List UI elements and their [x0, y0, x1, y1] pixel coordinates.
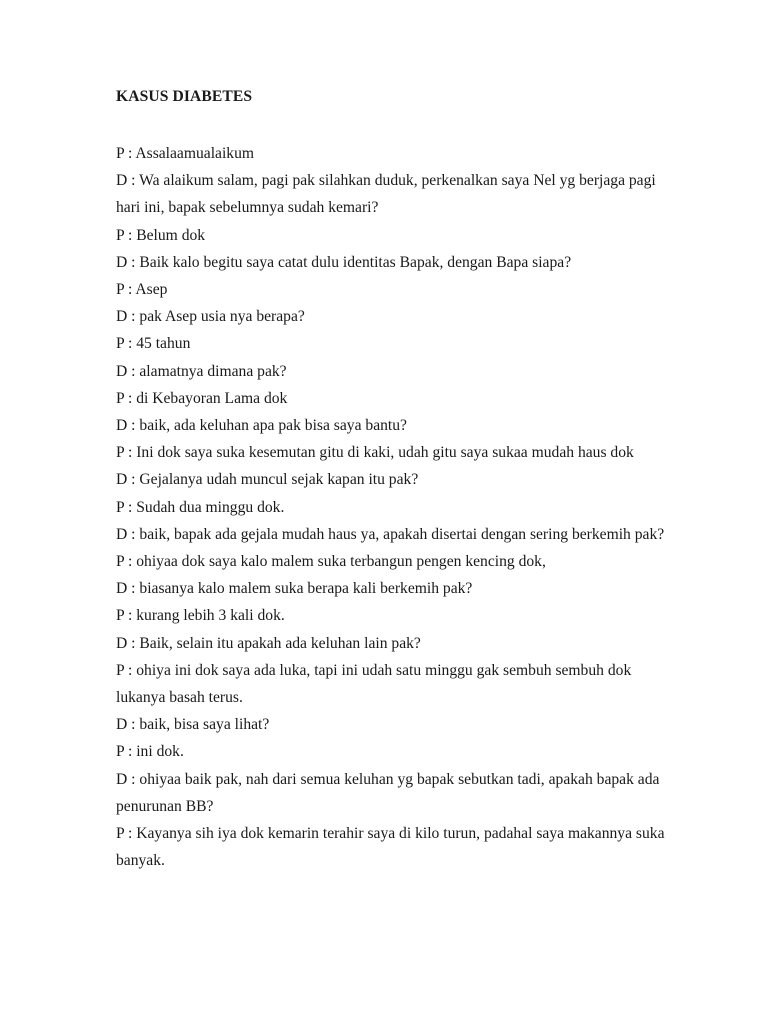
- dialogue-line: D : alamatnya dimana pak?: [116, 362, 287, 380]
- dialogue-line: D : Baik, selain itu apakah ada keluhan lain pak?: [116, 634, 421, 652]
- dialogue-line: D : ohiyaa baik pak, nah dari semua keluhan yg bapak sebutkan tadi, apakah bapak ada penurunan BB?: [116, 770, 660, 815]
- dialogue-line: D : Gejalanya udah muncul sejak kapan itu pak?: [116, 471, 419, 489]
- dialogue-line: P : Kayanya sih iya dok kemarin terahir saya di kilo turun, padahal saya makannya suka banyak.: [116, 825, 665, 870]
- dialogue-line: P : Assalaamualaikum: [116, 145, 255, 162]
- dialogue-line: P : di Kebayoran Lama dok: [116, 389, 288, 407]
- dialogue-line: P : Belum dok: [116, 226, 206, 244]
- dialogue-line: P : Asep: [116, 281, 168, 299]
- dialogue-line: P : 45 tahun: [116, 335, 191, 353]
- dialogue-line: D : Baik kalo begitu saya catat dulu identitas Bapak, dengan Bapa siapa?: [116, 253, 572, 271]
- dialogue-line: D : baik, bapak ada gejala mudah haus ya, apakah disertai dengan sering berkemih pak?: [116, 525, 665, 543]
- dialogue-line: D : baik, ada keluhan apa pak bisa saya bantu?: [116, 417, 407, 435]
- dialogue-line: D : Wa alaikum salam, pagi pak silahkan duduk, perkenalkan saya Nel yg berjaga pagi hari ini, bapak sebelumnya sudah kemari?: [116, 172, 656, 217]
- document-title: KASUS DIABETES: [116, 88, 253, 105]
- dialogue-line: D : biasanya kalo malem suka berapa kali berkemih pak?: [116, 580, 473, 598]
- dialogue-line: D : baik, bisa saya lihat?: [116, 716, 270, 734]
- dialogue-line: P : Ini dok saya suka kesemutan gitu di kaki, udah gitu saya sukaa mudah haus dok: [116, 444, 634, 462]
- dialogue-line: P : Sudah dua minggu dok.: [116, 498, 285, 516]
- dialogue-line: P : ohiya ini dok saya ada luka, tapi ini udah satu minggu gak sembuh sembuh dok lukanya basah terus.: [116, 661, 632, 707]
- dialogue-line: P : kurang lebih 3 kali dok.: [116, 607, 285, 625]
- dialogue: [116, 140, 668, 874]
- dialogue-line: D : pak Asep usia nya berapa?: [116, 308, 305, 326]
- dialogue-line: P : ini dok.: [116, 743, 184, 761]
- dialogue-line: P : ohiyaa dok saya kalo malem suka terbangun pengen kencing dok,: [116, 553, 546, 571]
